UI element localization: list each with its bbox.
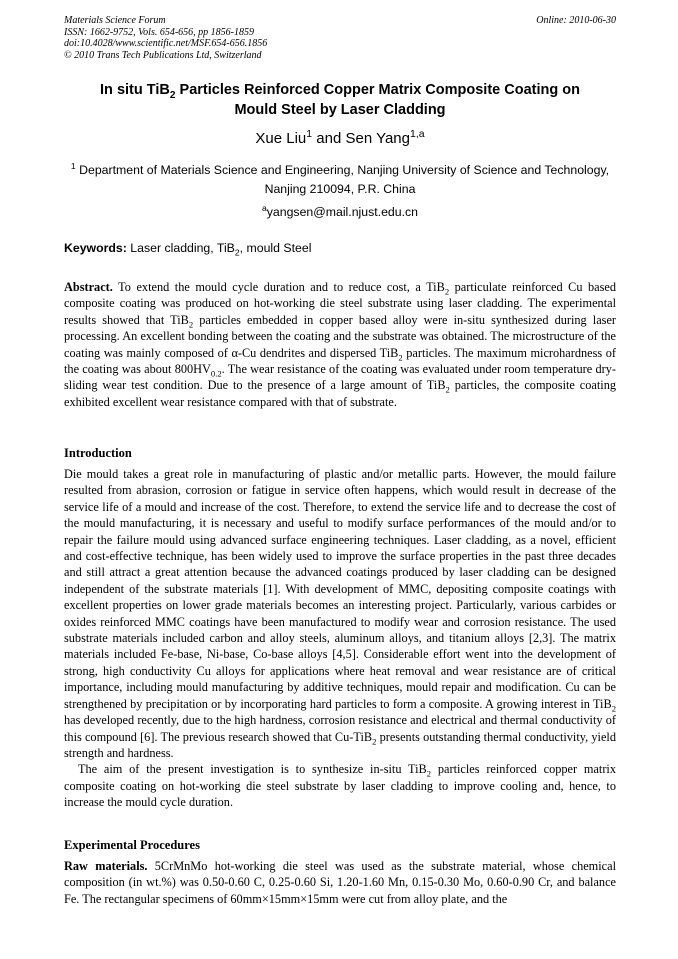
intro-paragraph-2: The aim of the present investigation is to synthesize in-situ TiB$_2$ particles reinforced copper matrix composite coating on hot-working die steel substrate by laser cladding to improve cooling and, hence, to increase the mould cycle duration. [64,762,616,810]
introduction-heading: Introduction [64,446,132,460]
abstract: Abstract. To extend the mould cycle duration and to reduce cost, a TiB$_2$ particulate reinforced Cu based composite coating was produced on hot-working die steel substrate using laser cladding. The experimental results showed that TiB$_2$ particles embedded in copper based alloy were in-situ synthesized during laser processing. An excellent bonding between the coating and the substrate was obtained. The microstructure of the coating was mainly composed of α-Cu dendrites and dispersed TiB$_2$ particles. The maximum microhardness of the coating was about $800HV_{0.2}$. The wear resistance of the coating was evaluated under room temperature dry-sliding wear test condition. Due to the presence of a large amount of TiB$_2$ particles, the composite coating exhibited excellent wear resistance compared with that of substrate. [64,280,616,409]
journal-header [64,15,616,61]
email-address: yangsen@mail.njust.edu.cn [266,205,419,219]
online-date: Online: 2010-06-30 [536,15,616,26]
author-1: Xue Liu [255,130,307,147]
issn-line: ISSN: 1662-9752, Vols. 654-656, pp 1856-1859 [64,26,254,38]
abstract-label: Abstract. [64,280,113,294]
introduction-body [64,466,616,811]
journal-name: Materials Science Forum [64,15,166,26]
journal-info [64,15,267,61]
authors-line: Xue Liu$^1$ and Sen Yang$^{1,a}$ [255,128,425,147]
intro-paragraph-1: Die mould takes a great role in manufacturing of plastic and/or metallic parts. However, the mould failure resulted from abrasion, corrosion or fatigue in service often happens, which would result in decrease of the service life of a mould and increase of the cost. Therefore, to extend the service life and to decrease the cost of the mould manufacturing, it is necessary and useful to modify surface performances of the mould and/or to repair the failure mould using advanced surface engineering techniques. Laser cladding, as a novel, efficient and cost-effective technique, has been widely used to improve the surface properties in the past three decades and still attract a great attention because the advanced coatings produced by laser cladding can be designed independent of the substrate materials [1]. With development of MMC, depositing composite coatings with excellent properties on lower grade materials becomes an interesting project. Particularly, various carbides or oxides reinforced MMC coatings have been manufactured to modify wear and corrosion resistance. The used substrate materials included carbon and alloy steels, aluminum alloys, and titanium alloys [2,3]. The matrix materials included Fe-base, Ni-base, Co-base alloys [4,5]. Considerable effort went into the development of strong, high conductivity Cu alloys for applications where heat removal and wear resistance are of critical importance, including mould manufacturing by additive techniques, mould repair and modification. Cu can be strengthened by precipitation or by incorporating hard particles to form a composite. A growing interest in TiB$_2$ has developed recently, due to the high hardness, corrosion resistance and electrical and thermal conductivity of this compound [6]. The previous research showed that Cu-TiB$_2$ presents outstanding thermal conductivity, yield strength and hardness. [64,467,616,760]
affiliation: $^1$ Department of Materials Science and Engineering, Nanjing University of Science and Technology, Nanjing 210094, P.R. China [70,160,610,196]
doi-line: doi:10.4028/www.scientific.net/MSF.654-656.1856 [64,38,268,49]
keywords-label: Keywords: [64,241,127,255]
copyright-line: © 2010 Trans Tech Publications Ltd, Switzerland [64,49,262,61]
raw-materials-paragraph: Raw materials. 5CrMnMo hot-working die steel was used as the substrate material, whose chemical composition (in wt.%) was 0.50-0.60 C, 0.25-0.60 Si, 1.20-1.60 Mn, 0.15-0.30 Mo, 0.60-0.90 Cr, and balance Fe. The rectangular specimens of 60mm×15mm×15mm were cut from alloy plate, and the [64,859,616,906]
corresponding-email: $^a$yangsen@mail.njust.edu.cn [261,202,419,219]
keywords-line: Keywords: Laser cladding, TiB$_2$, mould Steel [64,241,312,258]
paper-title: In situ TiB$_2$ Particles Reinforced Copper Matrix Composite Coating on Mould Steel by Laser Cladding [100,82,580,118]
experimental-heading: Experimental Procedures [64,838,200,852]
raw-materials-label: Raw materials. [64,859,148,873]
author-2: Sen Yang [345,130,410,147]
